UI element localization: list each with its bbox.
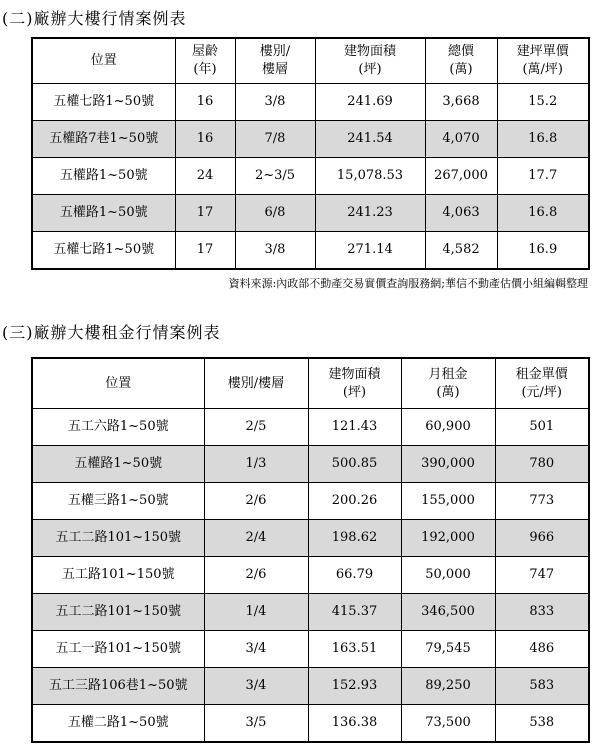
location-cell: 五權路7巷1~50號 bbox=[32, 121, 175, 158]
sale-cases-table bbox=[31, 37, 590, 270]
monthly-rent-cell: 60,900 bbox=[401, 409, 495, 446]
unit-price-cell: 16.8 bbox=[497, 121, 589, 158]
header-cell: 建坪單價 (萬/坪) bbox=[497, 38, 589, 84]
total-price-cell: 4,070 bbox=[425, 121, 497, 158]
location-cell: 五權路1~50號 bbox=[32, 195, 175, 232]
area-cell: 163.51 bbox=[308, 631, 401, 668]
rent-unit-price-cell: 773 bbox=[495, 483, 589, 520]
monthly-rent-cell: 73,500 bbox=[401, 705, 495, 743]
header-cell: 租金單價 (元/坪) bbox=[495, 358, 589, 409]
floor-cell: 3/5 bbox=[204, 705, 308, 743]
age-cell: 16 bbox=[175, 84, 235, 121]
floor-cell: 2/4 bbox=[204, 520, 308, 557]
area-cell: 271.14 bbox=[315, 232, 425, 270]
table-row bbox=[32, 409, 589, 446]
table-row bbox=[32, 557, 589, 594]
area-cell: 200.26 bbox=[308, 483, 401, 520]
area-cell: 241.23 bbox=[315, 195, 425, 232]
floor-cell: 2~3/5 bbox=[235, 158, 315, 195]
area-cell: 241.69 bbox=[315, 84, 425, 121]
table-row bbox=[32, 520, 589, 557]
table-row bbox=[32, 631, 589, 668]
rent-section-title: (三)廠辦大樓租金行情案例表 bbox=[2, 323, 221, 342]
table-row bbox=[32, 705, 589, 743]
sale-section-title: (二)廠辦大樓行情案例表 bbox=[2, 9, 187, 28]
header-cell: 總價 (萬) bbox=[425, 38, 497, 84]
table-row bbox=[32, 158, 589, 195]
location-cell: 五工路101~150號 bbox=[32, 557, 204, 594]
floor-cell: 3/8 bbox=[235, 232, 315, 270]
floor-cell: 2/6 bbox=[204, 557, 308, 594]
location-cell: 五工六路1~50號 bbox=[32, 409, 204, 446]
floor-cell: 3/4 bbox=[204, 668, 308, 705]
monthly-rent-cell: 155,000 bbox=[401, 483, 495, 520]
header-cell: 樓別/ 樓層 bbox=[235, 38, 315, 84]
header-cell: 位置 bbox=[32, 358, 204, 409]
area-cell: 66.79 bbox=[308, 557, 401, 594]
table-row bbox=[32, 84, 589, 121]
table-row bbox=[32, 594, 589, 631]
table-row bbox=[32, 483, 589, 520]
header-cell: 樓別/樓層 bbox=[204, 358, 308, 409]
header-cell: 位置 bbox=[32, 38, 175, 84]
header-cell: 月租金 (萬) bbox=[401, 358, 495, 409]
location-cell: 五權七路1~50號 bbox=[32, 84, 175, 121]
sale-table-header-row bbox=[32, 38, 589, 84]
area-cell: 136.38 bbox=[308, 705, 401, 743]
table-row bbox=[32, 195, 589, 232]
area-cell: 241.54 bbox=[315, 121, 425, 158]
floor-cell: 6/8 bbox=[235, 195, 315, 232]
header-cell: 屋齡 (年) bbox=[175, 38, 235, 84]
unit-price-cell: 16.8 bbox=[497, 195, 589, 232]
area-cell: 15,078.53 bbox=[315, 158, 425, 195]
rent-table-header-row bbox=[32, 358, 589, 409]
unit-price-cell: 17.7 bbox=[497, 158, 589, 195]
rent-unit-price-cell: 538 bbox=[495, 705, 589, 743]
unit-price-cell: 16.9 bbox=[497, 232, 589, 270]
rent-cases-table bbox=[31, 357, 590, 743]
location-cell: 五工二路101~150號 bbox=[32, 520, 204, 557]
location-cell: 五權路1~50號 bbox=[32, 158, 175, 195]
unit-price-cell: 15.2 bbox=[497, 84, 589, 121]
monthly-rent-cell: 79,545 bbox=[401, 631, 495, 668]
age-cell: 24 bbox=[175, 158, 235, 195]
rent-unit-price-cell: 501 bbox=[495, 409, 589, 446]
floor-cell: 1/3 bbox=[204, 446, 308, 483]
area-cell: 415.37 bbox=[308, 594, 401, 631]
header-cell: 建物面積 (坪) bbox=[308, 358, 401, 409]
age-cell: 16 bbox=[175, 121, 235, 158]
monthly-rent-cell: 390,000 bbox=[401, 446, 495, 483]
rent-unit-price-cell: 486 bbox=[495, 631, 589, 668]
area-cell: 121.43 bbox=[308, 409, 401, 446]
floor-cell: 3/4 bbox=[204, 631, 308, 668]
location-cell: 五權三路1~50號 bbox=[32, 483, 204, 520]
area-cell: 198.62 bbox=[308, 520, 401, 557]
floor-cell: 1/4 bbox=[204, 594, 308, 631]
age-cell: 17 bbox=[175, 232, 235, 270]
table-row bbox=[32, 446, 589, 483]
table-row bbox=[32, 668, 589, 705]
location-cell: 五工二路101~150號 bbox=[32, 594, 204, 631]
header-cell: 建物面積 (坪) bbox=[315, 38, 425, 84]
rent-unit-price-cell: 780 bbox=[495, 446, 589, 483]
location-cell: 五權七路1~50號 bbox=[32, 232, 175, 270]
location-cell: 五工一路101~150號 bbox=[32, 631, 204, 668]
floor-cell: 3/8 bbox=[235, 84, 315, 121]
floor-cell: 2/5 bbox=[204, 409, 308, 446]
age-cell: 17 bbox=[175, 195, 235, 232]
location-cell: 五權二路1~50號 bbox=[32, 705, 204, 743]
floor-cell: 7/8 bbox=[235, 121, 315, 158]
rent-unit-price-cell: 747 bbox=[495, 557, 589, 594]
total-price-cell: 4,063 bbox=[425, 195, 497, 232]
monthly-rent-cell: 192,000 bbox=[401, 520, 495, 557]
table-row bbox=[32, 121, 589, 158]
data-source-note: 資料來源:內政部不動產交易實價查詢服務網;華信不動產估價小組編輯整理 bbox=[228, 277, 588, 290]
rent-unit-price-cell: 583 bbox=[495, 668, 589, 705]
floor-cell: 2/6 bbox=[204, 483, 308, 520]
monthly-rent-cell: 50,000 bbox=[401, 557, 495, 594]
rent-unit-price-cell: 966 bbox=[495, 520, 589, 557]
table-row bbox=[32, 232, 589, 270]
total-price-cell: 4,582 bbox=[425, 232, 497, 270]
monthly-rent-cell: 346,500 bbox=[401, 594, 495, 631]
location-cell: 五工三路106巷1~50號 bbox=[32, 668, 204, 705]
total-price-cell: 267,000 bbox=[425, 158, 497, 195]
area-cell: 152.93 bbox=[308, 668, 401, 705]
location-cell: 五權路1~50號 bbox=[32, 446, 204, 483]
monthly-rent-cell: 89,250 bbox=[401, 668, 495, 705]
total-price-cell: 3,668 bbox=[425, 84, 497, 121]
rent-unit-price-cell: 833 bbox=[495, 594, 589, 631]
area-cell: 500.85 bbox=[308, 446, 401, 483]
